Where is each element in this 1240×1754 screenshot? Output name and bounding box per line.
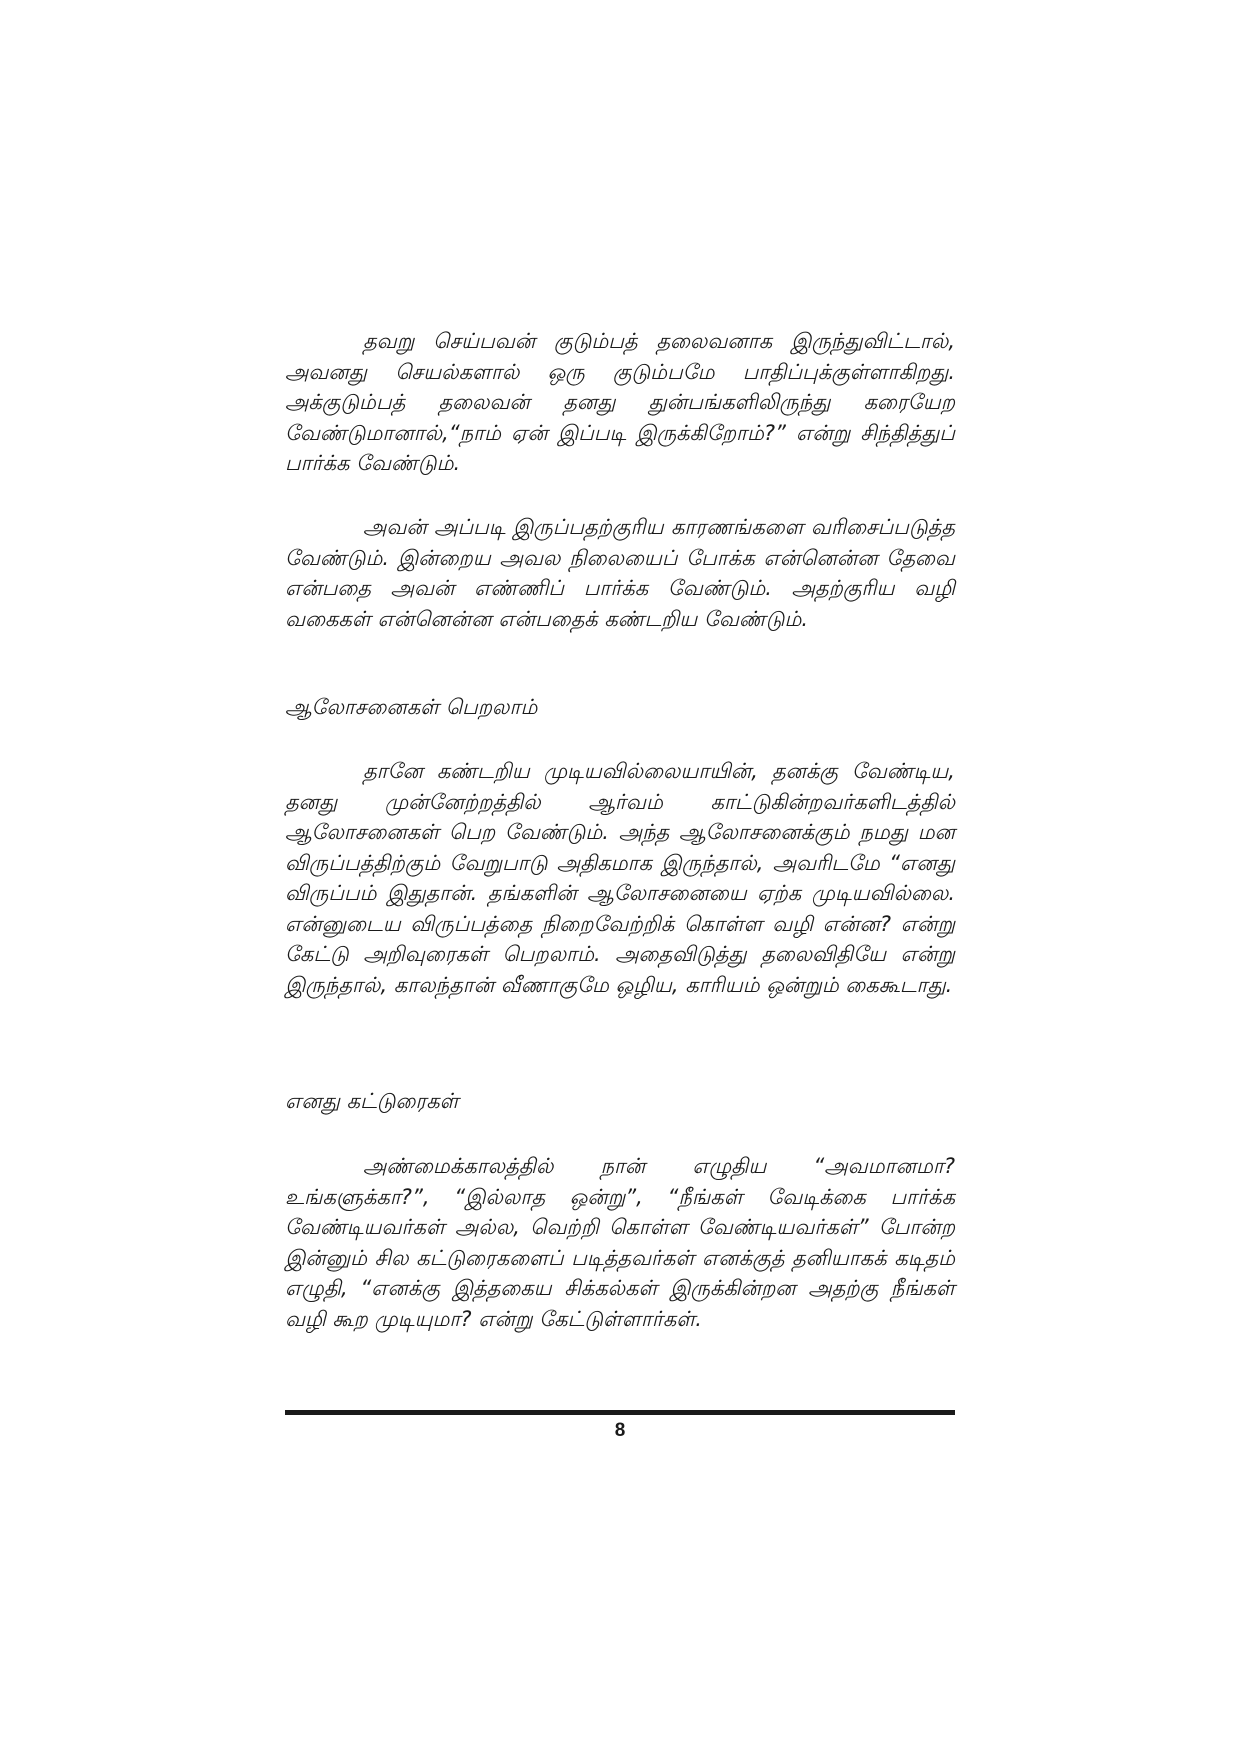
page-number: 8 <box>614 1420 626 1441</box>
paragraph-2: அவன் அப்படி இருப்பதற்குரிய காரணங்களை வரிசைப்படுத்த வேண்டும். இன்றைய அவல நிலையைப் போக்க என்னென்ன தேவை என்பதை அவன் எண்ணிப் பார்க்க வேண்டும். அதற்குரிய வழி வகைகள் என்னென்ன என்பதைக் கண்டறிய வேண்டும். <box>285 515 955 631</box>
paragraph-3: தானே கண்டறிய முடியவில்லையாயின், தனக்கு வேண்டிய, தனது முன்னேற்றத்தில் ஆர்வம் காட்டுகின்றவர்களிடத்தில் ஆலோசனைகள் பெற வேண்டும். அந்த ஆலோசனைக்கும் நமது மன விருப்பத்திற்கும் வேறுபாடு அதிகமாக இருந்தால், அவரிடமே “எனது விருப்பம் இதுதான். தங்களின் ஆலோசனையை ஏற்க முடியவில்லை. என்னுடைய விருப்பத்தை நிறைவேற்றிக் கொள்ள வழி என்ன? என்று கேட்டு அறிவுரைகள் பெறலாம். அதைவிடுத்து தலைவிதியே என்று இருந்தால், காலந்தான் வீணாகுமே ஒழிய, காரியம் ஒன்றும் கைகூடாது. <box>285 759 955 997</box>
paragraph-1: தவறு செய்பவன் குடும்பத் தலைவனாக இருந்துவிட்டால், அவனது செயல்களால் ஒரு குடும்பமே பாதிப்புக்குள்ளாகிறது. அக்குடும்பத் தலைவன் தனது துன்பங்களிலிருந்து கரையேற வேண்டுமானால்,“நாம் ஏன் இப்படி இருக்கிறோம்?” என்று சிந்தித்துப் பார்க்க வேண்டும். <box>285 329 955 475</box>
paragraph-4: அண்மைக்காலத்தில் நான் எழுதிய “அவமானமா? உங்களுக்கா?”, “இல்லாத ஒன்று”, “நீங்கள் வேடிக்கை பார்க்க வேண்டியவர்கள் அல்ல, வெற்றி கொள்ள வேண்டியவர்கள்” போன்ற இன்னும் சில கட்டுரைகளைப் படித்தவர்கள் எனக்குத் தனியாகக் கடிதம் எழுதி, “எனக்கு இத்தகைய சிக்கல்கள் இருக்கின்றன அதற்கு நீங்கள் வழி கூற முடியுமா? என்று கேட்டுள்ளார்கள். <box>285 1154 955 1331</box>
section-heading-advice: ஆலோசனைகள் பெறலாம் <box>285 695 538 719</box>
section-heading-articles: எனது கட்டுரைகள் <box>285 1089 459 1113</box>
footer-rule <box>285 1410 955 1415</box>
